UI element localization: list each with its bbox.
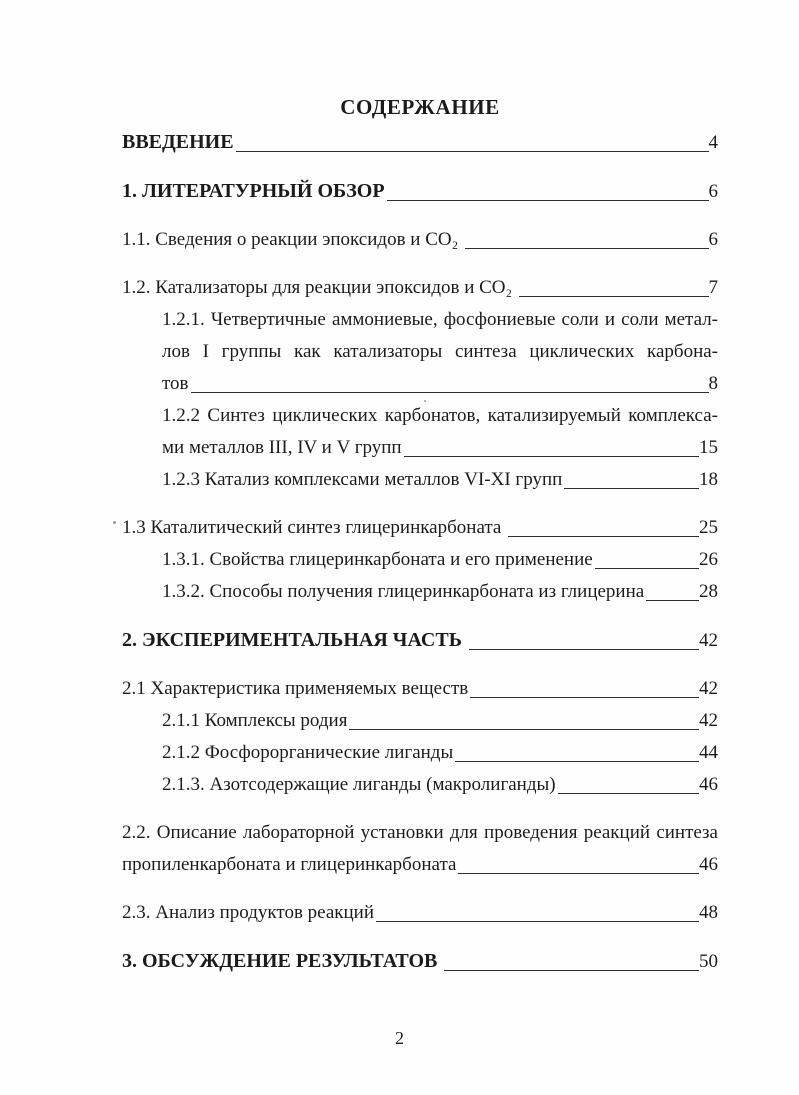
- dot-leader-line: [444, 970, 699, 971]
- toc-entry-title: 1.3.1. Свойства глицеринкарбоната и его применение: [162, 549, 593, 570]
- toc-entry-page: 48: [699, 902, 718, 923]
- toc-entry: [122, 544, 718, 576]
- toc-entry-title: 2.1.3. Азотсодержащие лиганды (макролиганды): [162, 774, 556, 795]
- toc-entry-row: [162, 544, 718, 576]
- toc-entry-row: [122, 673, 718, 705]
- entry-wrapped-lines: [162, 400, 718, 432]
- toc-entry-page: 4: [708, 132, 718, 153]
- toc-entry-page: 7: [708, 277, 718, 298]
- toc-entry-title: пропиленкарбоната и глицеринкарбоната: [122, 854, 457, 875]
- toc-entry-row: [122, 945, 718, 978]
- dot-leader-line: [508, 536, 699, 537]
- toc-entry-title: 2.3. Анализ продуктов реакций: [122, 902, 375, 923]
- toc-entry-row: [162, 576, 718, 608]
- toc-entry-title: 1. ЛИТЕРАТУРНЫЙ ОБЗОР: [122, 180, 385, 202]
- toc-entry-title: 1.2.3 Катализ комплексами металлов VI-XI групп: [162, 469, 563, 490]
- toc-entry: [122, 400, 718, 464]
- toc-entry-row: [162, 464, 718, 496]
- toc-entry-line: лов I группы как катализаторы синтеза циклических карбона-: [162, 341, 718, 362]
- toc-content: [122, 92, 718, 978]
- toc-entry-title: 1.2. Катализаторы для реакции эпоксидов и CO₂: [122, 277, 517, 298]
- toc-entry-page: 28: [699, 581, 718, 602]
- toc-entry-row: [162, 705, 718, 737]
- toc-entry: [122, 126, 718, 159]
- toc-entry-title: 1.1. Сведения о реакции эпоксидов и CO₂: [122, 229, 463, 250]
- dot-leader-line: [455, 761, 699, 762]
- toc-entry-title: 1.3 Каталитический синтез глицеринкарбоната: [122, 517, 507, 538]
- toc-entry-row: [122, 624, 718, 657]
- page-title: СОДЕРЖАНИЕ: [340, 95, 500, 119]
- scan-speck: [113, 521, 116, 524]
- toc-entry-page: 6: [708, 181, 718, 202]
- toc-entry: [122, 175, 718, 208]
- toc-entry-page: 50: [699, 951, 718, 972]
- toc-entry-title: ми металлов III, IV и V групп: [162, 437, 402, 458]
- toc-entry-page: 42: [699, 710, 718, 731]
- dot-leader-line: [387, 200, 709, 201]
- toc-entry: [122, 817, 718, 881]
- toc-entry-page: 44: [699, 742, 718, 763]
- dot-leader-line: [191, 392, 709, 393]
- toc-entry-row: [122, 849, 718, 881]
- toc-entry-page: 6: [708, 229, 718, 250]
- toc-entry-title: 2.1.2 Фосфорорганические лиганды: [162, 742, 454, 763]
- toc-entry-row: [162, 368, 718, 400]
- toc-entry-row: [162, 432, 718, 464]
- toc-entry: [122, 464, 718, 496]
- toc-entry-page: 42: [699, 678, 718, 699]
- toc-entry-page: 42: [699, 630, 718, 651]
- dot-leader-line: [458, 873, 699, 874]
- toc-entry: [122, 737, 718, 769]
- toc-entry-row: [162, 737, 718, 769]
- toc-entry-title: 1.3.2. Способы получения глицеринкарбоната из глицерина: [162, 581, 645, 602]
- toc-entry: [122, 576, 718, 608]
- toc-entry: [122, 897, 718, 929]
- dot-leader-line: [558, 793, 699, 794]
- toc-entry: [122, 224, 718, 256]
- dot-leader-line: [564, 488, 699, 489]
- toc-entry-page: 26: [699, 549, 718, 570]
- entry-wrapped-lines: [122, 817, 718, 849]
- dot-leader-line: [469, 649, 699, 650]
- entry-wrapped-lines: [162, 304, 718, 368]
- toc-entry-title: тов: [162, 373, 189, 394]
- dot-leader-line: [376, 921, 699, 922]
- dot-leader-line: [404, 456, 699, 457]
- toc-entry-page: 8: [708, 373, 718, 394]
- toc-entry: [122, 673, 718, 705]
- dot-leader-line: [470, 697, 699, 698]
- toc-entry-title: ВВЕДЕНИЕ: [122, 131, 234, 153]
- toc-entry-title: 2.1 Характеристика применяемых веществ: [122, 678, 469, 699]
- toc-entry-title: 2. ЭКСПЕРИМЕНТАЛЬНАЯ ЧАСТЬ: [122, 629, 467, 651]
- toc-entry: [122, 512, 718, 544]
- toc-entry-page: 18: [699, 469, 718, 490]
- scan-speck: [424, 400, 426, 402]
- toc-entry: [122, 624, 718, 657]
- toc-entry-row: [122, 512, 718, 544]
- dot-leader-line: [519, 296, 709, 297]
- toc-entry-row: [122, 224, 718, 256]
- dot-leader-line: [349, 729, 699, 730]
- toc-entry-row: [122, 897, 718, 929]
- toc-entry-page: 46: [699, 854, 718, 875]
- toc-entry-page: 15: [699, 437, 718, 458]
- toc-entry: [122, 272, 718, 304]
- toc-entry-row: [122, 126, 718, 159]
- toc-entry-line: 2.2. Описание лабораторной установки для проведения реакций синтеза: [122, 822, 718, 843]
- toc-entry-row: [122, 175, 718, 208]
- toc-entry-row: [122, 272, 718, 304]
- dot-leader-line: [646, 600, 699, 601]
- toc-entry-page: 46: [699, 774, 718, 795]
- toc-entry-row: [162, 769, 718, 801]
- footer-page-number: 2: [395, 1028, 404, 1048]
- toc-entry: [122, 705, 718, 737]
- dot-leader-line: [595, 568, 699, 569]
- toc-entry: [122, 769, 718, 801]
- toc-entry-title: 2.1.1 Комплексы родия: [162, 710, 348, 731]
- toc-entry: [122, 945, 718, 978]
- toc-entry-line: 1.2.1. Четвертичные аммониевые, фосфониевые соли и соли метал-: [162, 309, 718, 330]
- dot-leader-line: [236, 151, 709, 152]
- dot-leader-line: [465, 248, 709, 249]
- table-of-contents: [122, 126, 718, 978]
- toc-entry-line: 1.2.2 Синтез циклических карбонатов, катализируемый комплекса-: [162, 405, 718, 426]
- toc-entry-page: 25: [699, 517, 718, 538]
- toc-entry-title: 3. ОБСУЖДЕНИЕ РЕЗУЛЬТАТОВ: [122, 950, 443, 972]
- toc-entry: [122, 304, 718, 400]
